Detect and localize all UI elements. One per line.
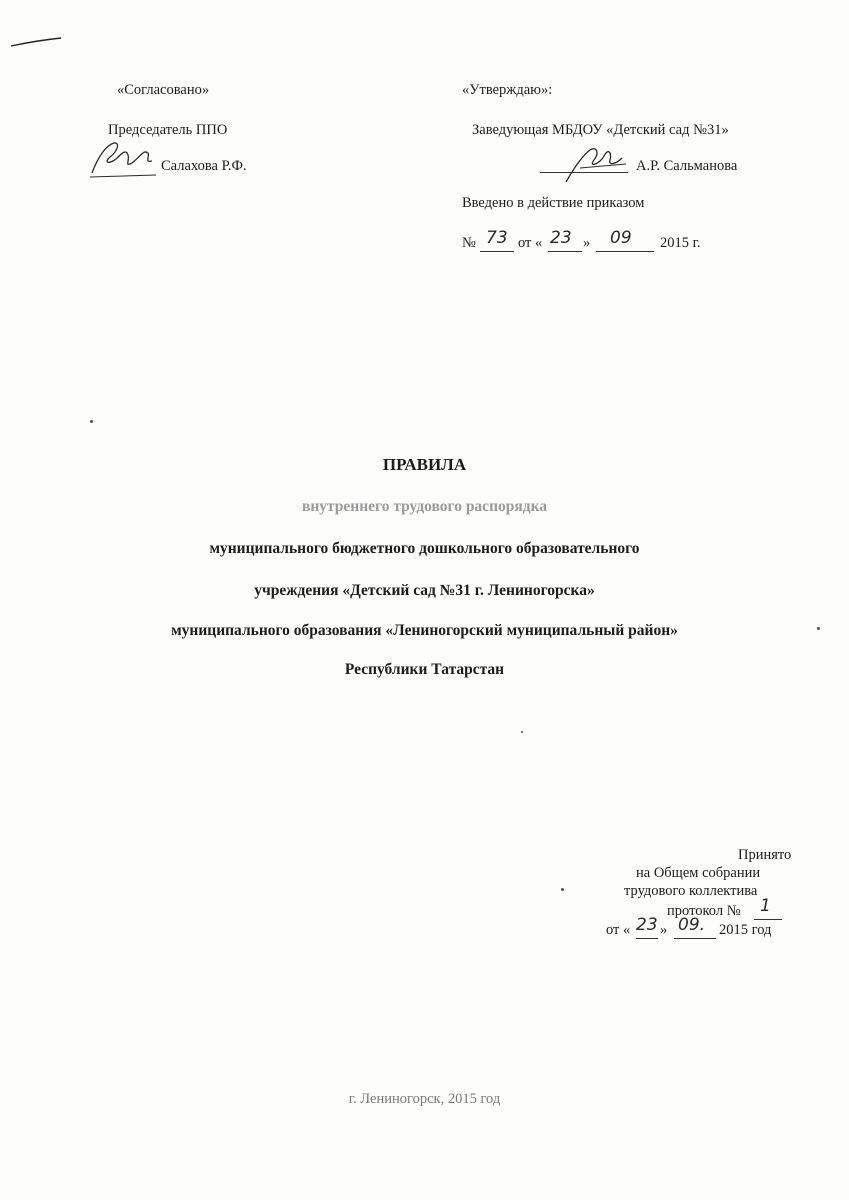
approve-label: «Утверждаю»: bbox=[462, 82, 553, 98]
order-no: 73 bbox=[486, 228, 508, 248]
accepted-line-1: Принято bbox=[738, 847, 792, 863]
accepted-month-line bbox=[674, 938, 716, 939]
accepted-day-close: » bbox=[660, 922, 668, 938]
order-no-prefix: № bbox=[462, 235, 476, 251]
place-year: г. Лениногорск, 2015 год bbox=[348, 1091, 501, 1107]
scan-speck bbox=[90, 420, 93, 423]
title-line-5: Республики Татарстан bbox=[344, 661, 505, 678]
protocol-no: 1 bbox=[760, 896, 771, 916]
head-name: А.Р. Сальманова bbox=[636, 158, 738, 174]
order-month: 09 bbox=[610, 228, 632, 248]
protocol-no-line bbox=[754, 919, 782, 920]
order-day-line bbox=[548, 251, 582, 252]
accepted-month: 09. bbox=[678, 915, 706, 935]
accepted-line-2: на Общем собрании bbox=[636, 865, 761, 881]
head-position: Заведующая МБДОУ «Детский сад №31» bbox=[472, 122, 729, 138]
accepted-date-prefix: от « bbox=[606, 922, 631, 938]
order-date-prefix: от « bbox=[518, 235, 543, 251]
document-heading: ПРАВИЛА bbox=[382, 455, 467, 474]
chair-position: Председатель ППО bbox=[108, 122, 228, 138]
order-month-line bbox=[596, 251, 654, 252]
scan-speck bbox=[561, 888, 564, 891]
accepted-line-3: трудового коллектива bbox=[624, 883, 758, 899]
order-day-close: » bbox=[583, 235, 591, 251]
order-year: 2015 г. bbox=[660, 235, 701, 251]
agreed-label: «Согласовано» bbox=[117, 82, 210, 98]
accepted-day-line bbox=[636, 938, 658, 939]
scan-speck bbox=[521, 731, 523, 733]
title-line-4: муниципального образования «Лениногорский муниципальный район» bbox=[171, 622, 678, 639]
accepted-day: 23 bbox=[636, 915, 658, 935]
order-no-line bbox=[480, 251, 514, 252]
scan-speck bbox=[817, 627, 820, 630]
chair-name: Салахова Р.Ф. bbox=[161, 158, 247, 174]
title-line-1: внутреннего трудового распорядка bbox=[301, 498, 548, 515]
accepted-year: 2015 год bbox=[719, 922, 772, 938]
title-line-2: муниципального бюджетного дошкольного образовательного bbox=[209, 540, 640, 557]
order-day: 23 bbox=[550, 228, 572, 248]
chair-signature bbox=[88, 137, 160, 181]
head-signature bbox=[560, 138, 630, 188]
title-line-3: учреждения «Детский сад №31 г. Лениногорска» bbox=[254, 582, 595, 599]
protocol-prefix: протокол № bbox=[667, 903, 741, 919]
order-intro: Введено в действие приказом bbox=[462, 195, 645, 211]
corner-pen-mark bbox=[10, 36, 62, 48]
